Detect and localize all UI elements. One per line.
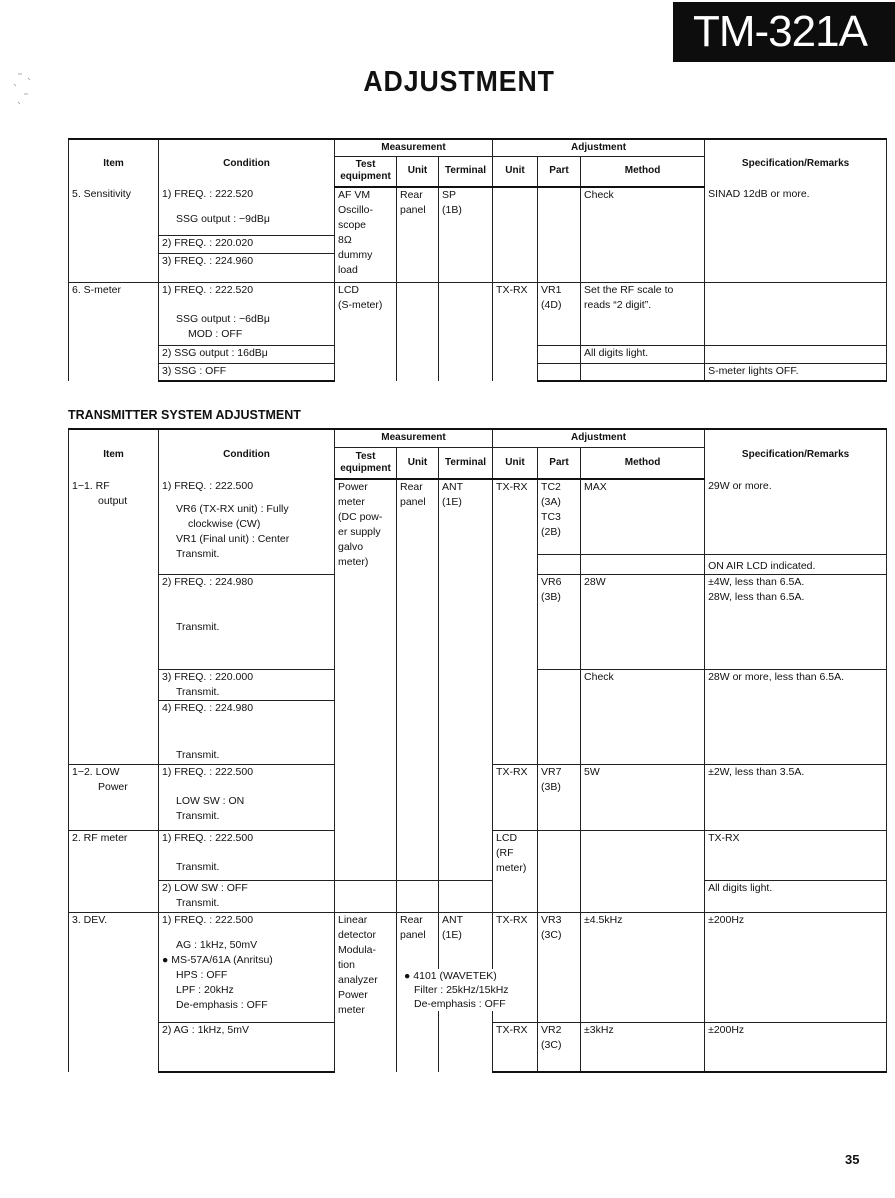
col-unit: Unit bbox=[397, 156, 439, 187]
condition-text: AG : 1kHz, 50mV bbox=[176, 938, 258, 951]
equipment-text: meter bbox=[338, 1003, 365, 1016]
alt-equipment-text: Filter : 25kHz/15kHz bbox=[414, 984, 509, 996]
method-text: ±4.5kHz bbox=[584, 913, 623, 926]
condition-text: Transmit. bbox=[176, 548, 220, 560]
terminal-text: (1B) bbox=[442, 204, 462, 216]
spec-text: 28W or more, less than 6.5A. bbox=[708, 670, 845, 683]
condition-text: clockwise (CW) bbox=[188, 518, 261, 530]
equipment-text: er supply bbox=[338, 526, 381, 538]
equipment-text: Power bbox=[338, 481, 368, 493]
condition-text: 2) FREQ. : 224.980 bbox=[162, 575, 254, 588]
col-measurement: Measurement bbox=[335, 139, 493, 156]
equipment-text: 8Ω bbox=[338, 234, 352, 246]
condition-text: SSG output : −6dBμ bbox=[176, 312, 270, 325]
condition-text: LPF : 20kHz bbox=[176, 983, 234, 996]
condition-text: Transmit. bbox=[176, 748, 220, 761]
condition-text: 3) SSG : OFF bbox=[162, 364, 227, 377]
condition-text: Transmit. bbox=[176, 620, 220, 633]
condition-text: 2) AG : 1kHz, 5mV bbox=[162, 1023, 249, 1036]
method-text: MAX bbox=[584, 481, 607, 493]
spec-text: 28W, less than 6.5A. bbox=[708, 590, 805, 603]
equipment-text: (S-meter) bbox=[338, 298, 383, 311]
item-label: Power bbox=[98, 780, 128, 793]
equipment-text: tion bbox=[338, 958, 355, 971]
page-title: ADJUSTMENT bbox=[363, 66, 556, 98]
terminal-text: (1E) bbox=[442, 928, 462, 941]
table-row bbox=[69, 880, 887, 912]
part-text: VR1 bbox=[541, 283, 562, 296]
col-part: Part bbox=[538, 447, 581, 479]
unit-text: Rear bbox=[400, 481, 423, 493]
method-text: 5W bbox=[584, 765, 600, 778]
equipment-text: meter) bbox=[496, 861, 527, 874]
adj-unit-text: TX-RX bbox=[496, 481, 528, 493]
condition-text: ● MS-57A/61A (Anritsu) bbox=[162, 953, 273, 966]
equipment-text: Power bbox=[338, 988, 368, 1001]
terminal-text: ANT bbox=[442, 481, 463, 493]
condition-text: 4) FREQ. : 224.980 bbox=[162, 701, 254, 714]
col-method: Method bbox=[581, 447, 705, 479]
unit-text: panel bbox=[400, 928, 426, 941]
part-text: VR6 bbox=[541, 575, 562, 588]
item-label: 1−1. RF bbox=[72, 480, 110, 492]
condition-text: 2) FREQ. : 220.020 bbox=[162, 236, 254, 249]
equipment-text: LCD bbox=[496, 831, 518, 844]
col-test-equipment: Test equipment bbox=[335, 156, 397, 187]
method-text: Check bbox=[584, 670, 614, 683]
col-adj-unit: Unit bbox=[493, 156, 538, 187]
adj-unit-text: TX-RX bbox=[496, 765, 528, 778]
spec-text: ±200Hz bbox=[708, 1023, 745, 1036]
equipment-text: scope bbox=[338, 219, 367, 231]
col-part: Part bbox=[538, 156, 581, 187]
condition-text: 2) LOW SW : OFF bbox=[162, 881, 248, 894]
equipment-text: Linear bbox=[338, 913, 368, 926]
method-text: All digits light. bbox=[584, 346, 649, 359]
model-tab: TM-321A bbox=[673, 2, 895, 62]
col-adjustment: Adjustment bbox=[493, 139, 705, 156]
col-condition: Condition bbox=[159, 139, 335, 187]
adj-unit-text: TX-RX bbox=[496, 913, 528, 926]
col-item: Item bbox=[69, 139, 159, 187]
col-item: Item bbox=[69, 429, 159, 479]
col-method: Method bbox=[581, 156, 705, 187]
spec-text: ±200Hz bbox=[708, 913, 745, 926]
part-text: VR3 bbox=[541, 913, 562, 926]
col-adjustment: Adjustment bbox=[493, 429, 705, 447]
col-measurement: Measurement bbox=[335, 429, 493, 447]
part-text: TC2 bbox=[541, 481, 561, 493]
equipment-text: Oscillo- bbox=[338, 204, 374, 216]
unit-text: panel bbox=[400, 496, 426, 508]
spec-text: ±4W, less than 6.5A. bbox=[708, 575, 805, 588]
method-text: 28W bbox=[584, 575, 606, 588]
item-label: 1−2. LOW bbox=[72, 765, 120, 778]
spec-text: S-meter lights OFF. bbox=[708, 364, 799, 377]
part-text: (3B) bbox=[541, 780, 561, 793]
condition-text: SSG output : −9dBμ bbox=[176, 213, 270, 225]
part-text: VR2 bbox=[541, 1023, 562, 1036]
part-text: (3C) bbox=[541, 928, 562, 941]
condition-text: De-emphasis : OFF bbox=[176, 998, 268, 1011]
part-text: VR7 bbox=[541, 765, 562, 778]
condition-text: MOD : OFF bbox=[188, 327, 243, 340]
item-label: 2. RF meter bbox=[72, 831, 128, 844]
adj-unit-text: TX-RX bbox=[496, 1023, 528, 1036]
method-text: reads “2 digit”. bbox=[584, 298, 652, 311]
page-number: 35 bbox=[845, 1152, 860, 1167]
item-label: 5. Sensitivity bbox=[72, 188, 131, 200]
equipment-text: galvo bbox=[338, 541, 364, 553]
terminal-text: ANT bbox=[442, 913, 463, 926]
table-row bbox=[69, 282, 887, 345]
condition-text: VR6 (TX-RX unit) : Fully bbox=[176, 503, 289, 515]
terminal-text: (1E) bbox=[442, 496, 462, 508]
equipment-text: dummy bbox=[338, 249, 373, 261]
method-text: Set the RF scale to bbox=[584, 283, 674, 296]
equipment-text: meter) bbox=[338, 556, 369, 568]
part-text: (4D) bbox=[541, 298, 562, 311]
alt-equipment-note bbox=[402, 969, 511, 1011]
col-adj-unit: Unit bbox=[493, 447, 538, 479]
equipment-text: Modula- bbox=[338, 943, 376, 956]
method-text: ±3kHz bbox=[584, 1023, 614, 1036]
alt-equipment-text: ● 4101 (WAVETEK) bbox=[404, 970, 497, 982]
condition-text: 1) FREQ. : 222.520 bbox=[162, 188, 254, 200]
col-test-equipment: Test equipment bbox=[335, 447, 397, 479]
condition-text: 1) FREQ. : 222.500 bbox=[162, 913, 254, 926]
condition-text: Transmit. bbox=[176, 896, 220, 909]
item-label: 6. S-meter bbox=[72, 283, 122, 296]
condition-text: Transmit. bbox=[176, 860, 220, 873]
spec-text: ±2W, less than 3.5A. bbox=[708, 765, 805, 778]
item-label: output bbox=[98, 495, 128, 507]
part-text: TC3 bbox=[541, 511, 561, 523]
part-text: (3B) bbox=[541, 590, 561, 603]
condition-text: 3) FREQ. : 220.000 bbox=[162, 670, 254, 683]
col-condition: Condition bbox=[159, 429, 335, 479]
col-terminal: Terminal bbox=[439, 447, 493, 479]
terminal-text: SP bbox=[442, 189, 457, 201]
unit-text: panel bbox=[400, 204, 426, 216]
condition-text: VR1 (Final unit) : Center bbox=[176, 533, 290, 545]
unit-text: Rear bbox=[400, 189, 423, 201]
condition-text: LOW SW : ON bbox=[176, 794, 245, 807]
col-terminal: Terminal bbox=[439, 156, 493, 187]
receiver-adjustment-table bbox=[68, 138, 887, 382]
equipment-text: meter bbox=[338, 496, 365, 508]
condition-text: 1) FREQ. : 222.500 bbox=[162, 831, 254, 844]
condition-text: 1) FREQ. : 222.520 bbox=[162, 283, 254, 296]
part-text: (3A) bbox=[541, 496, 561, 508]
equipment-text: analyzer bbox=[338, 973, 378, 986]
col-spec: Specification/Remarks bbox=[705, 139, 887, 187]
equipment-text: load bbox=[338, 264, 358, 276]
condition-text: 2) SSG output : 16dBμ bbox=[162, 346, 268, 359]
condition-text: 3) FREQ. : 224.960 bbox=[162, 254, 254, 267]
table-row bbox=[69, 479, 887, 554]
spec-text: 29W or more. bbox=[708, 480, 772, 492]
adj-unit-text: TX-RX bbox=[496, 283, 528, 296]
spec-text: All digits light. bbox=[708, 881, 773, 894]
condition-text: 1) FREQ. : 222.500 bbox=[162, 765, 254, 778]
condition-text: HPS : OFF bbox=[176, 968, 228, 981]
spec-text: ON AIR LCD indicated. bbox=[708, 559, 816, 572]
method-text: Check bbox=[584, 189, 614, 201]
adj-unit-text: TX-RX bbox=[708, 831, 740, 844]
condition-text: 1) FREQ. : 222.500 bbox=[162, 480, 254, 492]
part-text: (2B) bbox=[541, 526, 561, 538]
col-spec: Specification/Remarks bbox=[705, 429, 887, 479]
equipment-text: detector bbox=[338, 928, 376, 941]
col-unit: Unit bbox=[397, 447, 439, 479]
item-label: 3. DEV. bbox=[72, 913, 108, 926]
unit-text: Rear bbox=[400, 913, 423, 926]
alt-equipment-text: De-emphasis : OFF bbox=[414, 998, 506, 1010]
condition-text: Transmit. bbox=[176, 809, 220, 822]
spec-text: SINAD 12dB or more. bbox=[708, 188, 810, 200]
table-row bbox=[69, 187, 887, 235]
scan-marks bbox=[8, 72, 38, 112]
equipment-text: AF VM bbox=[338, 189, 371, 201]
equipment-text: LCD bbox=[338, 283, 360, 296]
part-text: (3C) bbox=[541, 1038, 562, 1051]
section-title: TRANSMITTER SYSTEM ADJUSTMENT bbox=[68, 408, 301, 422]
equipment-text: (RF bbox=[496, 846, 514, 859]
condition-text: Transmit. bbox=[176, 685, 220, 698]
equipment-text: (DC pow- bbox=[338, 511, 383, 523]
